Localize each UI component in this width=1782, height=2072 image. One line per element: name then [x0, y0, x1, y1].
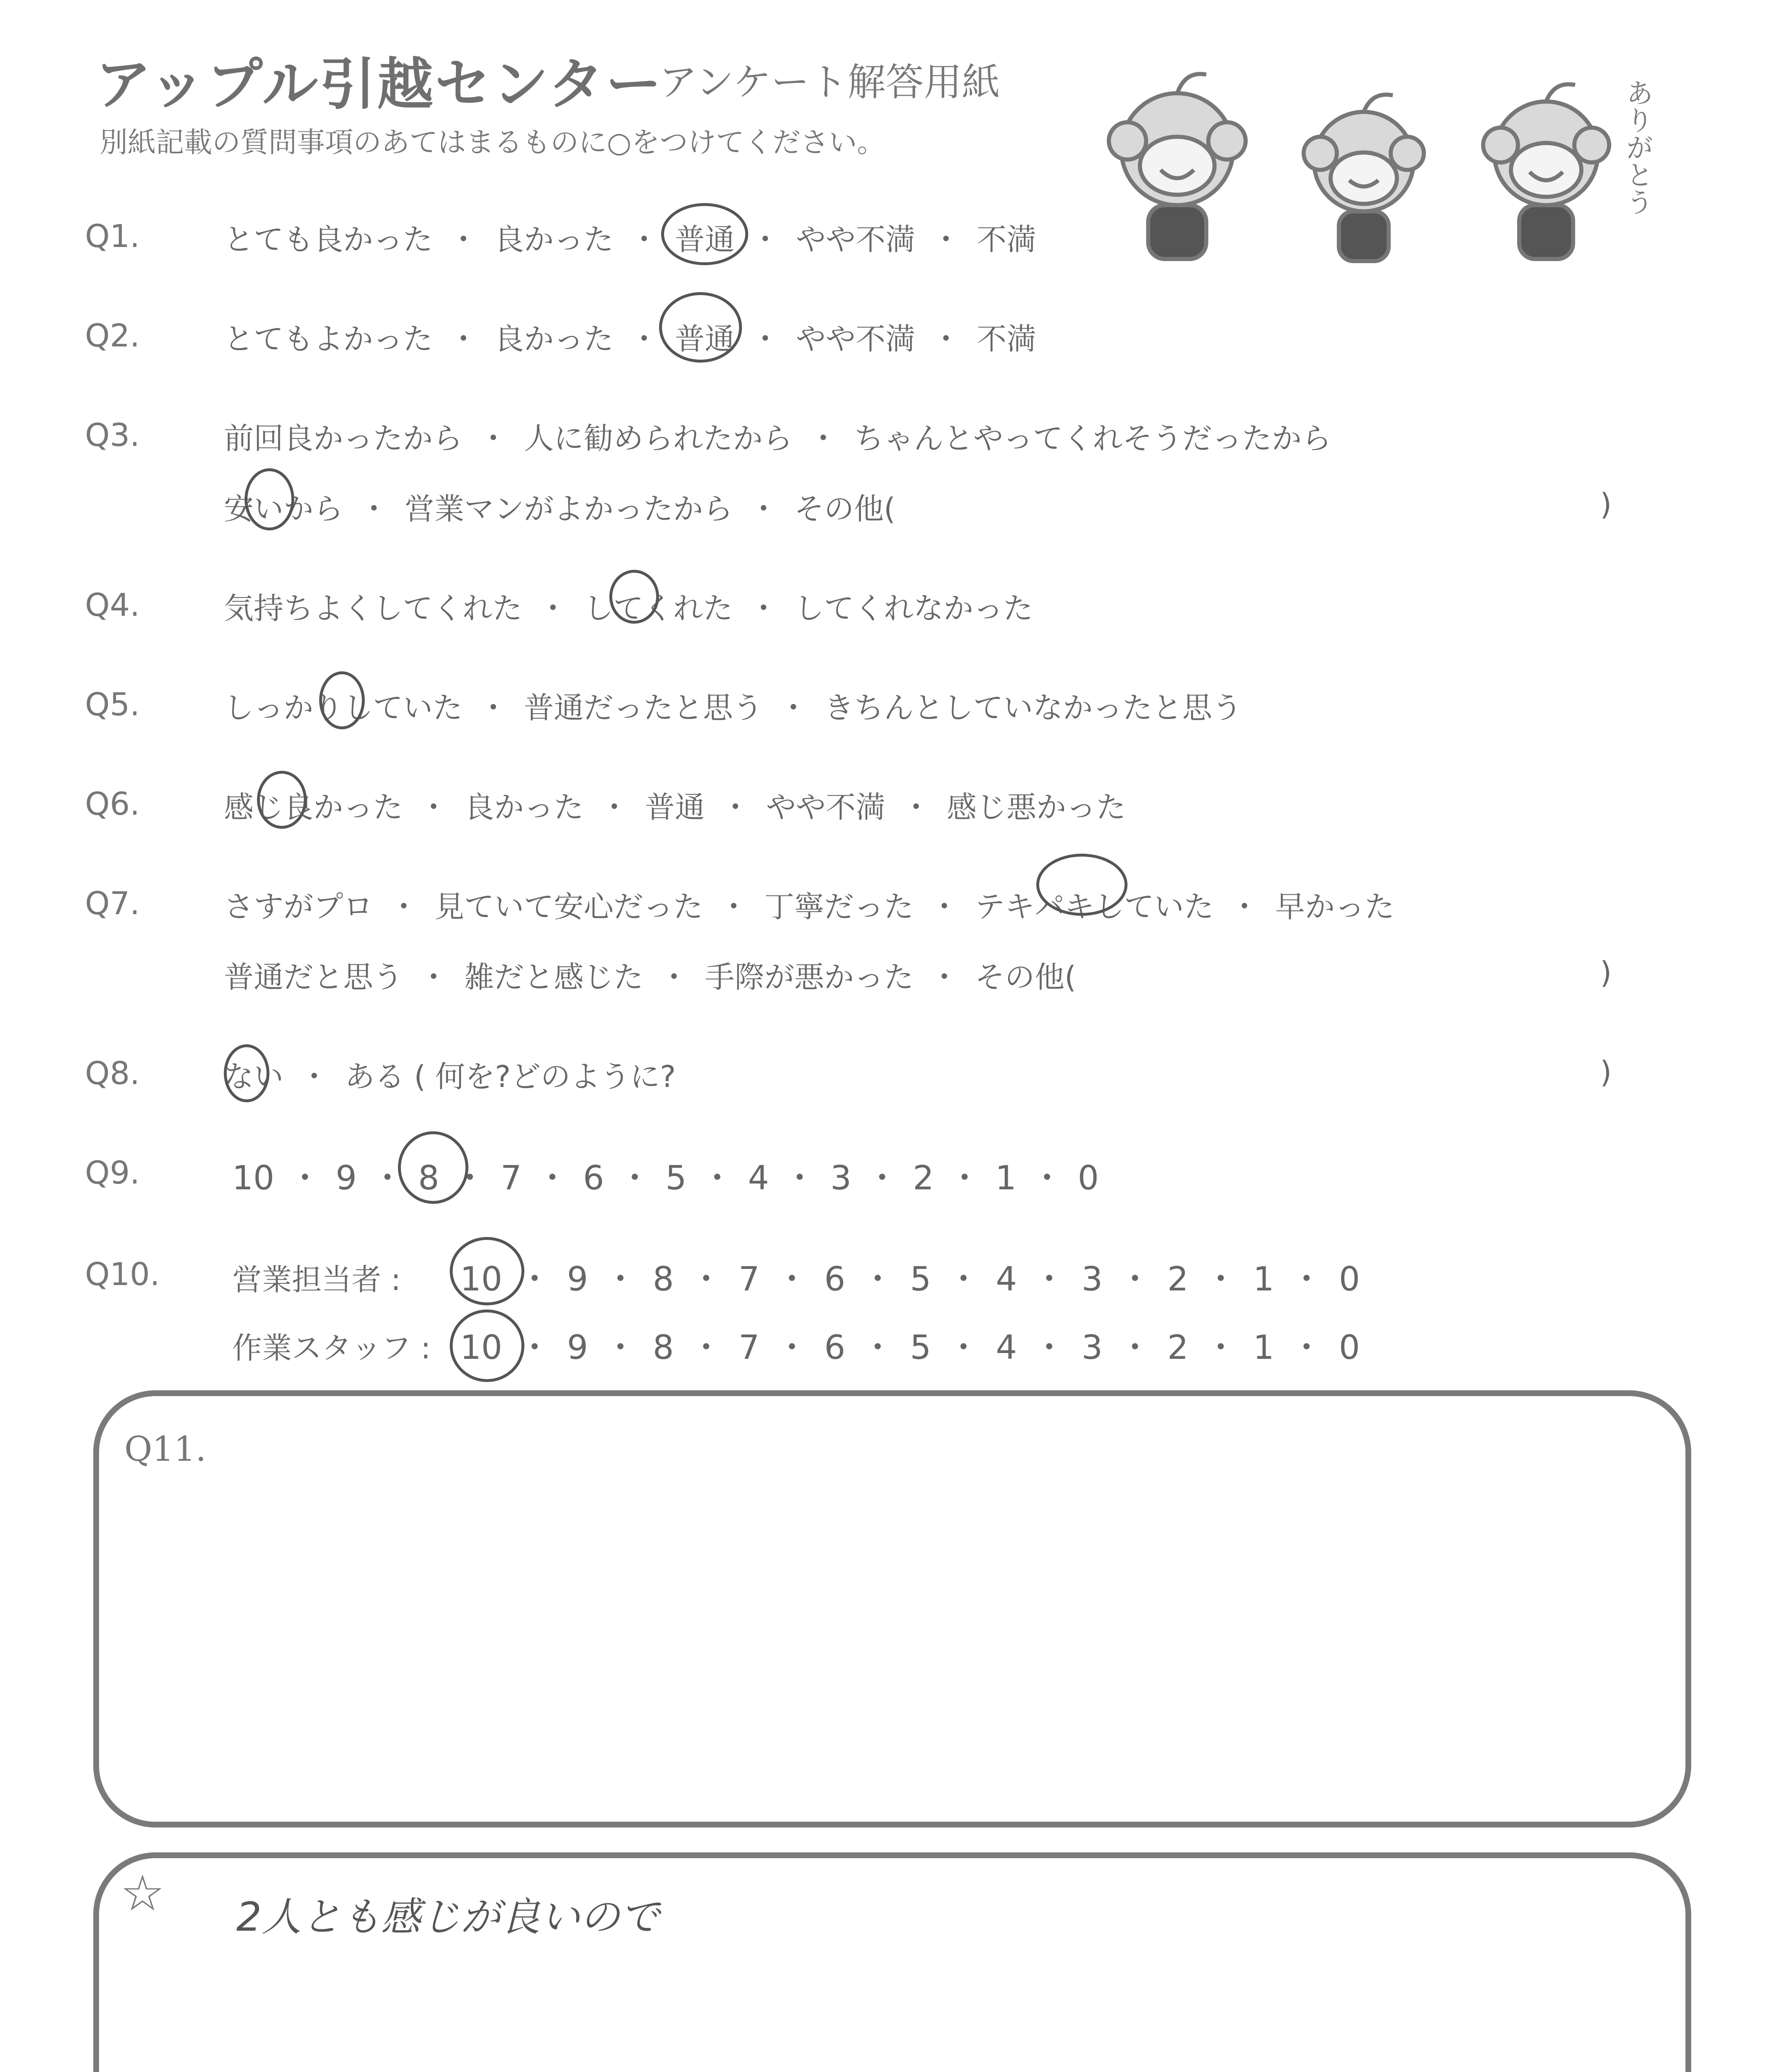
q3-number: Q3. [85, 416, 140, 453]
score-option-selected[interactable]: 10 [460, 1260, 502, 1298]
option-selected[interactable]: 安いから [224, 491, 344, 526]
option-selected[interactable]: ない [224, 1059, 284, 1094]
option[interactable]: してくれなかった [794, 591, 1033, 626]
monkey-icon [1483, 84, 1609, 259]
q6-options: 感じ良かった ・ 良かった ・ 普通 ・ やや不満 ・ 感じ悪かった [224, 790, 1126, 825]
q6-number: Q6. [85, 785, 140, 822]
option[interactable]: 営業マンがよかったから [405, 491, 733, 526]
score-option[interactable]: 6 [583, 1159, 604, 1197]
selection-circle [450, 1310, 524, 1382]
option[interactable]: さすがプロ [224, 889, 373, 924]
q5-options: しっかりしていた ・ 普通だったと思う ・ きちんとしていなかったと思う [224, 690, 1242, 725]
score-option[interactable]: 1 [1253, 1328, 1274, 1367]
score-option[interactable]: 9 [567, 1260, 588, 1298]
option[interactable]: 前回良かったから [224, 421, 463, 456]
score-option-selected[interactable]: 8 [418, 1159, 439, 1197]
score-option[interactable]: 2 [1167, 1328, 1189, 1367]
q10-sales-label: 営業担当者 : [232, 1262, 401, 1297]
close-paren: ) [1600, 1055, 1612, 1089]
mascot-illustration [1098, 46, 1670, 278]
score-option[interactable]: 3 [1081, 1260, 1103, 1298]
option[interactable]: やや不満 [796, 322, 916, 356]
score-option[interactable]: 9 [567, 1328, 588, 1367]
option[interactable]: 人に勧められたから [524, 421, 793, 456]
q11-box[interactable] [93, 1390, 1691, 1828]
score-option[interactable]: 5 [665, 1159, 687, 1197]
score-option[interactable]: 4 [996, 1260, 1017, 1298]
option-selected[interactable]: してくれた [584, 591, 733, 626]
score-option[interactable]: 3 [830, 1159, 852, 1197]
selection-circle [398, 1131, 468, 1204]
option[interactable]: 良かった [494, 322, 614, 356]
score-option[interactable]: 3 [1081, 1328, 1103, 1367]
option[interactable]: やや不満 [796, 222, 916, 257]
score-option[interactable]: 4 [748, 1159, 769, 1197]
q5-number: Q5. [85, 686, 140, 723]
option[interactable]: 普通だったと思う [524, 690, 763, 725]
option[interactable]: 普通だと思う [224, 960, 403, 995]
option[interactable]: とてもよかった [224, 322, 433, 356]
selection-circle [661, 203, 748, 265]
q9-number: Q9. [85, 1154, 140, 1191]
score-option[interactable]: 7 [738, 1328, 760, 1367]
selection-circle [609, 570, 659, 624]
option[interactable]: ちゃんとやってくれそうだったから [854, 421, 1332, 456]
score-option[interactable]: 0 [1077, 1159, 1099, 1197]
option[interactable]: 良かった [494, 222, 614, 257]
q9-scale: 10 ・ 9 ・ 8 ・ 7 ・ 6 ・ 5 ・ 4 ・ 3 ・ 2 ・ 1 ・ 0 [232, 1159, 1099, 1197]
selection-circle [319, 671, 365, 729]
monkey-icon [1109, 74, 1246, 259]
q2-options: とてもよかった ・ 良かった ・ 普通 ・ やや不満 ・ 不満 [224, 322, 1037, 356]
option-selected[interactable]: しっかりしていた [224, 690, 463, 725]
option[interactable]: 感じ悪かった [947, 790, 1126, 825]
score-option[interactable]: 4 [996, 1328, 1017, 1367]
monkey-icon [1304, 94, 1424, 261]
q10-sales-scale: 10 ・ 9 ・ 8 ・ 7 ・ 6 ・ 5 ・ 4 ・ 3 ・ 2 ・ 1 ・ 0 [460, 1260, 1360, 1298]
comment-handwritten: 2人とも感じが良いので [236, 1894, 660, 1940]
score-option[interactable]: 5 [910, 1328, 931, 1367]
score-option[interactable]: 7 [500, 1159, 522, 1197]
mascot-caption: ありがとう [1621, 79, 1654, 215]
q3-options-line2: 安いから ・ 営業マンがよかったから ・ その他( [224, 491, 896, 526]
close-paren: ) [1600, 487, 1612, 522]
score-option[interactable]: 6 [824, 1260, 846, 1298]
q8-number: Q8. [85, 1055, 140, 1092]
selection-circle [224, 1044, 269, 1102]
option[interactable]: 早かった [1275, 889, 1395, 924]
q4-options: 気持ちよくしてくれた ・ してくれた ・ してくれなかった [224, 591, 1033, 626]
score-option[interactable]: 9 [335, 1159, 357, 1197]
q1-options: とても良かった ・ 良かった ・ 普通 ・ やや不満 ・ 不満 [224, 222, 1037, 257]
selection-circle [450, 1237, 524, 1305]
q8-options: ない ・ ある ( 何を?どのように? [224, 1059, 676, 1094]
option[interactable]: 雑だと感じた [464, 960, 644, 995]
q11-label: Q11. [124, 1430, 206, 1469]
q1-number: Q1. [85, 218, 140, 254]
q10-staff-scale: 10 ・ 9 ・ 8 ・ 7 ・ 6 ・ 5 ・ 4 ・ 3 ・ 2 ・ 1 ・ 0 [460, 1328, 1360, 1367]
option[interactable]: 気持ちよくしてくれた [224, 591, 523, 626]
q10-staff-label: 作業スタッフ : [232, 1331, 431, 1365]
star-icon: ☆ [120, 1865, 165, 1922]
close-paren: ) [1600, 955, 1612, 990]
q7-options-line2: 普通だと思う ・ 雑だと感じた ・ 手際が悪かった ・ その他( [224, 960, 1076, 995]
option[interactable]: 手際が悪かった [705, 960, 914, 995]
score-option[interactable]: 2 [913, 1159, 934, 1197]
option[interactable]: 見ていて安心だった [434, 889, 703, 924]
option[interactable]: 良かった [464, 790, 584, 825]
selection-circle [245, 468, 294, 530]
option[interactable]: とても良かった [224, 222, 433, 257]
score-option[interactable]: 10 [232, 1159, 274, 1197]
option-selected[interactable]: 普通 [675, 222, 735, 257]
q7-number: Q7. [85, 885, 140, 922]
option-selected[interactable]: 感じ良かった [224, 790, 403, 825]
form-subtitle: アンケート解答用紙 [659, 60, 1000, 104]
score-option[interactable]: 5 [910, 1260, 931, 1298]
selection-circle [659, 292, 742, 363]
option[interactable]: 不満 [977, 322, 1037, 356]
q4-number: Q4. [85, 586, 140, 623]
score-option[interactable]: 0 [1338, 1260, 1360, 1298]
score-option[interactable]: 1 [995, 1159, 1016, 1197]
option[interactable]: やや不満 [766, 790, 886, 825]
score-option[interactable]: 7 [738, 1260, 760, 1298]
score-option[interactable]: 2 [1167, 1260, 1189, 1298]
score-option[interactable]: 0 [1338, 1328, 1360, 1367]
brand-title: アップル引越センター [95, 52, 663, 117]
score-option-selected[interactable]: 10 [460, 1328, 502, 1367]
score-option[interactable]: 1 [1253, 1260, 1274, 1298]
selection-circle [257, 771, 307, 829]
option[interactable]: きちんとしていなかったと思う [824, 690, 1242, 725]
option[interactable]: 丁寧だった [764, 889, 914, 924]
q7-options-line1: さすがプロ ・ 見ていて安心だった ・ 丁寧だった ・ テキパキしていた ・ 早かった [224, 889, 1395, 924]
score-option[interactable]: 8 [652, 1328, 674, 1367]
option[interactable]: ある ( 何を?どのように? [345, 1059, 676, 1094]
selection-circle [1036, 854, 1127, 916]
score-option[interactable]: 8 [652, 1260, 674, 1298]
option[interactable]: 不満 [977, 222, 1037, 257]
option-selected[interactable]: テキパキしていた [975, 889, 1214, 924]
option-other[interactable]: その他( [975, 960, 1076, 995]
instruction-text: 別紙記載の質問事項のあてはまるものに○をつけてください。 [99, 126, 885, 159]
q3-options-line1: 前回良かったから ・ 人に勧められたから ・ ちゃんとやってくれそうだったから [224, 421, 1332, 456]
option[interactable]: 普通 [645, 790, 705, 825]
option-other[interactable]: その他( [794, 491, 896, 526]
option-selected[interactable]: 普通 [675, 322, 735, 356]
q2-number: Q2. [85, 317, 140, 354]
score-option[interactable]: 6 [824, 1328, 846, 1367]
q10-number: Q10. [85, 1256, 160, 1293]
